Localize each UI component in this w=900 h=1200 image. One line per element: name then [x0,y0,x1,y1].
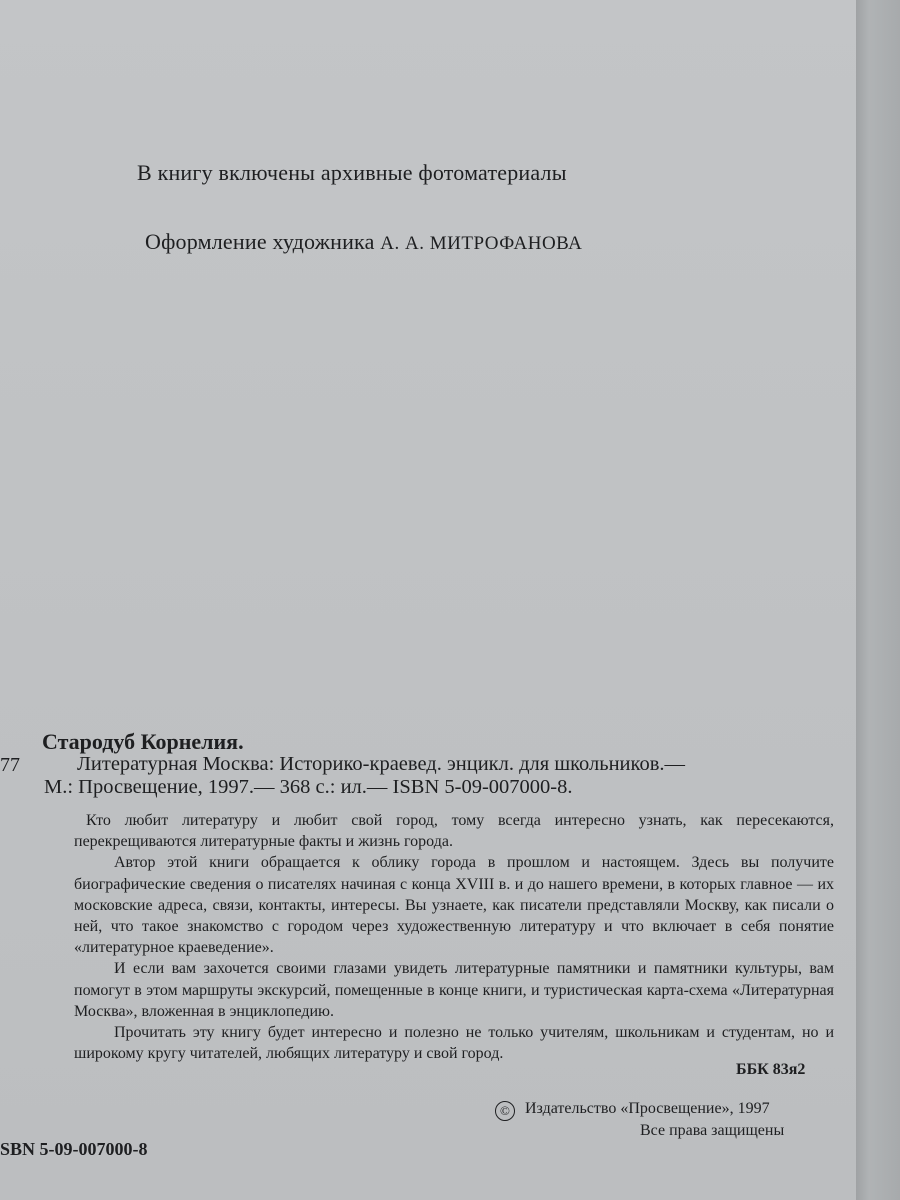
catalog-title-line: Литературная Москва: Историко-краевед. энцикл. для школьников.— [77,753,686,775]
abstract-paragraph: И если вам захочется своими глазами увидеть литературные памятники и памятники культуры, вам помогут в этом маршруты экскурсий, помещенные в конце книги, и туристическая карта-схема «Литературная Москва», вложенная в энциклопедию. [74,960,834,1020]
design-credit-artist: А. А. МИТРОФАНОВА [380,233,583,254]
book-abstract [74,810,834,1064]
design-credit-prefix: Оформление художника [145,229,375,254]
copyright-icon: © [495,1101,515,1121]
archive-note: В книгу включены архивные фотоматериалы [137,160,567,185]
next-page-edge [856,0,900,1200]
copyright-line [495,1100,770,1121]
isbn-bottom: SBN 5-09-007000-8 [0,1139,148,1159]
catalog-index-code: 77 [0,754,20,776]
design-credit [145,229,582,255]
abstract-paragraph: Кто любит литературу и любит свой город, тому всегда интересно узнать, как пересекаются, перекрещиваются литературные факты и жизнь города. [74,812,834,851]
catalog-author-heading: Стародуб Корнелия. [42,729,244,754]
abstract-paragraph: Прочитать эту книгу будет интересно и полезно не только учителям, школьникам и студентам, но и широкому кругу читателей, любящих литературу и свой город. [74,1024,834,1063]
bbk-classification: ББК 83я2 [736,1061,806,1078]
abstract-paragraph: Автор этой книги обращается к облику города в прошлом и настоящем. Здесь вы получите биографические сведения о писателях начиная с конца XVIII в. и до нашего времени, в которых главное — их московские адреса, связи, контакты, интересы. Вы узнаете, как писатели представляли Москву, как писали о ней, что такое знакомство с городом через художественную литературу и что включает в себя понятие «литературное краеведение». [74,854,834,957]
catalog-publication-line: М.: Просвещение, 1997.— 368 с.: ил.— ISBN 5-09-007000-8. [44,776,573,798]
rights-reserved: Все права защищены [640,1122,785,1139]
copyright-publisher: Издательство «Просвещение», 1997 [525,1100,770,1117]
